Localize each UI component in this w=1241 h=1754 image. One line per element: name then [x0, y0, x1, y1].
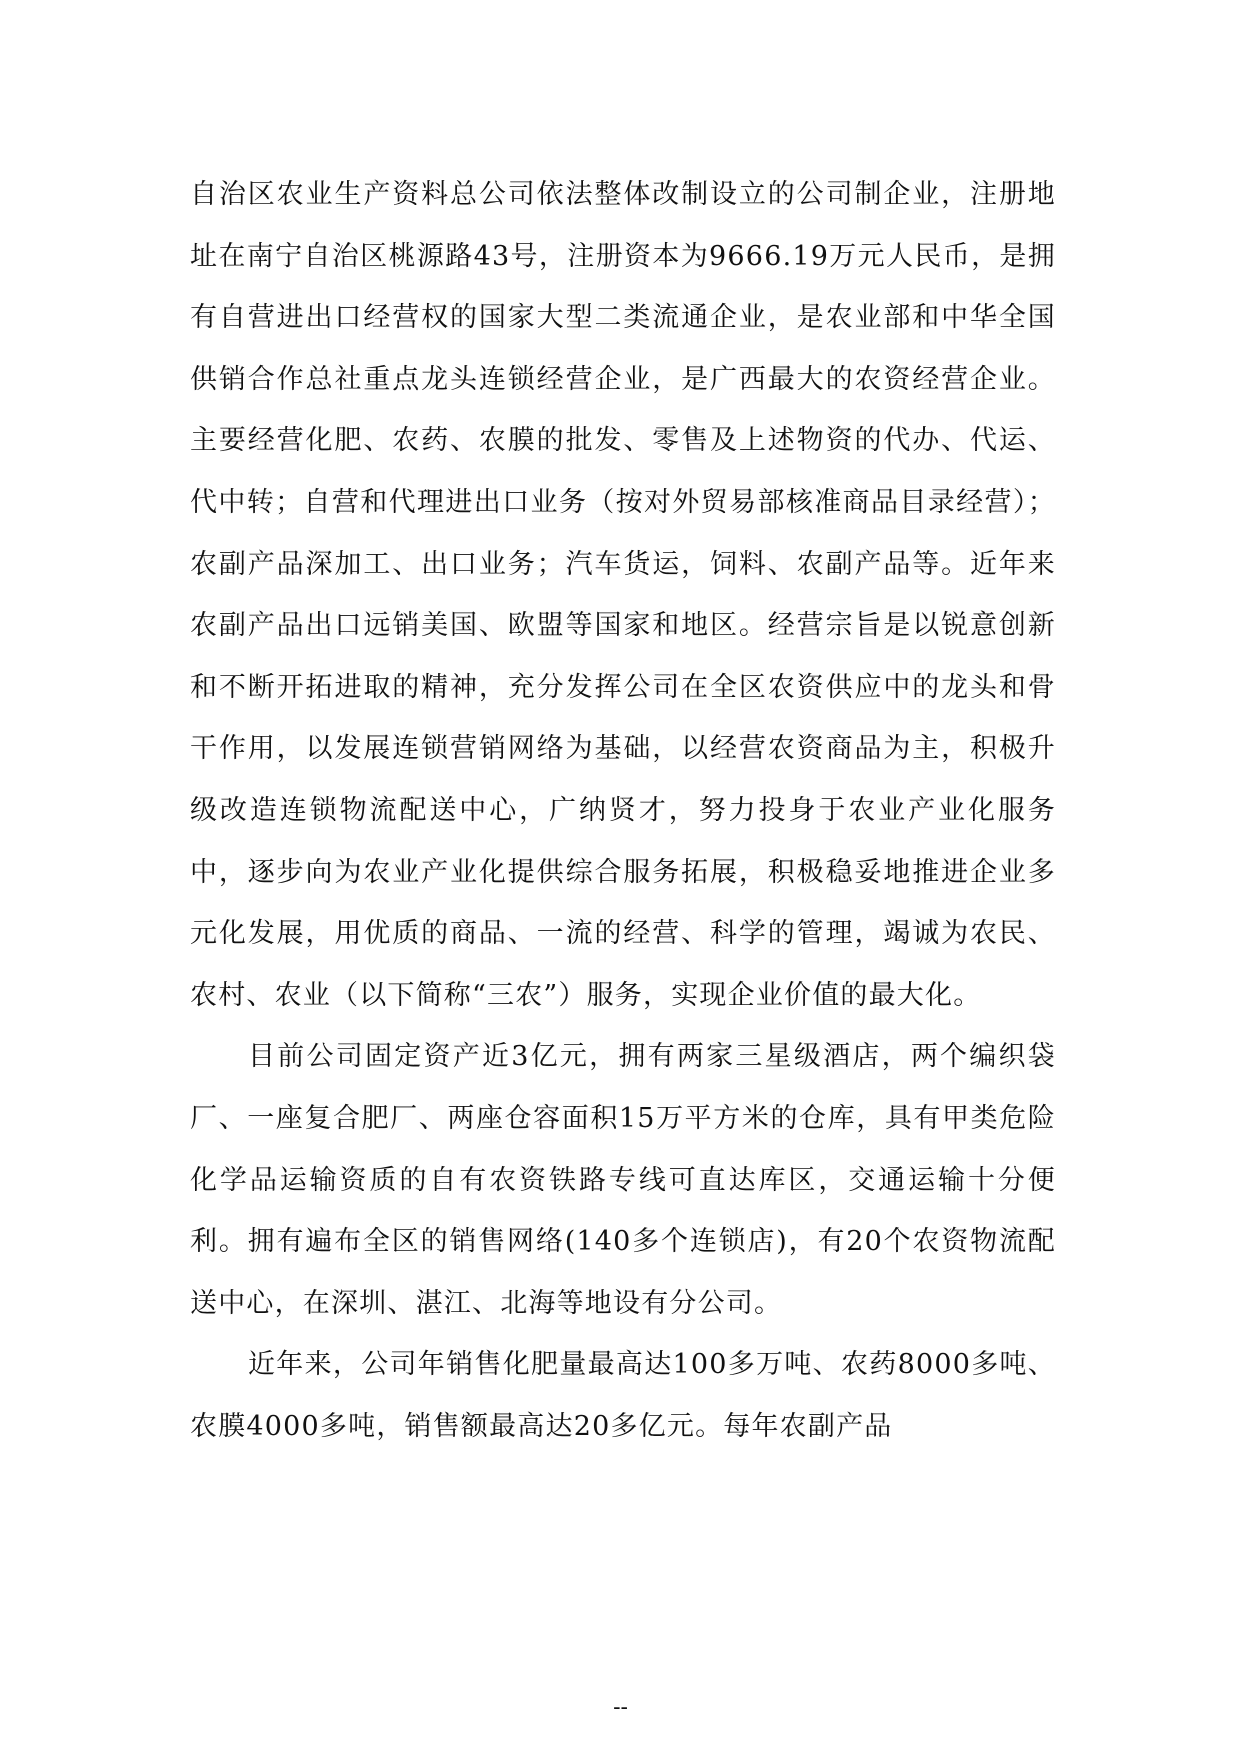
body-text — [190, 164, 1056, 1457]
paragraph-assets: 目前公司固定资产近3亿元，拥有两家三星级酒店，两个编织袋厂、一座复合肥厂、两座仓容面积15万平方米的仓库，具有甲类危险化学品运输资质的自有农资铁路专线可直达库区，交通运输十分便利。拥有遍布全区的销售网络(140多个连锁店)，有20个农资物流配送中心，在深圳、湛江、北海等地设有分公司。 — [190, 1041, 1056, 1319]
paragraph-company-profile: 自治区农业生产资料总公司依法整体改制设立的公司制企业，注册地址在南宁自治区桃源路43号，注册资本为9666.19万元人民币，是拥有自营进出口经营权的国家大型二类流通企业，是农业部和中华全国供销合作总社重点龙头连锁经营企业，是广西最大的农资经营企业。主要经营化肥、农药、农膜的批发、零售及上述物资的代办、代运、代中转；自营和代理进出口业务（按对外贸易部核准商品目录经营）；农副产品深加工、出口业务；汽车货运，饲料、农副产品等。近年来农副产品出口远销美国、欧盟等国家和地区。经营宗旨是以锐意创新和不断开拓进取的精神，充分发挥公司在全区农资供应中的龙头和骨干作用，以发展连锁营销网络为基础，以经营农资商品为主，积极升级改造连锁物流配送中心，广纳贤才，努力投身于农业产业化服务中，逐步向为农业产业化提供综合服务拓展，积极稳妥地推进企业多元化发展，用优质的商品、一流的经营、科学的管理，竭诚为农民、农村、农业（以下简称“三农”）服务，实现企业价值的最大化。 — [190, 179, 1056, 1011]
paragraph-sales: 近年来，公司年销售化肥量最高达100多万吨、农药8000多吨、农膜4000多吨，销售额最高达20多亿元。每年农副产品 — [190, 1349, 1056, 1442]
page-number: -- — [613, 1695, 628, 1720]
